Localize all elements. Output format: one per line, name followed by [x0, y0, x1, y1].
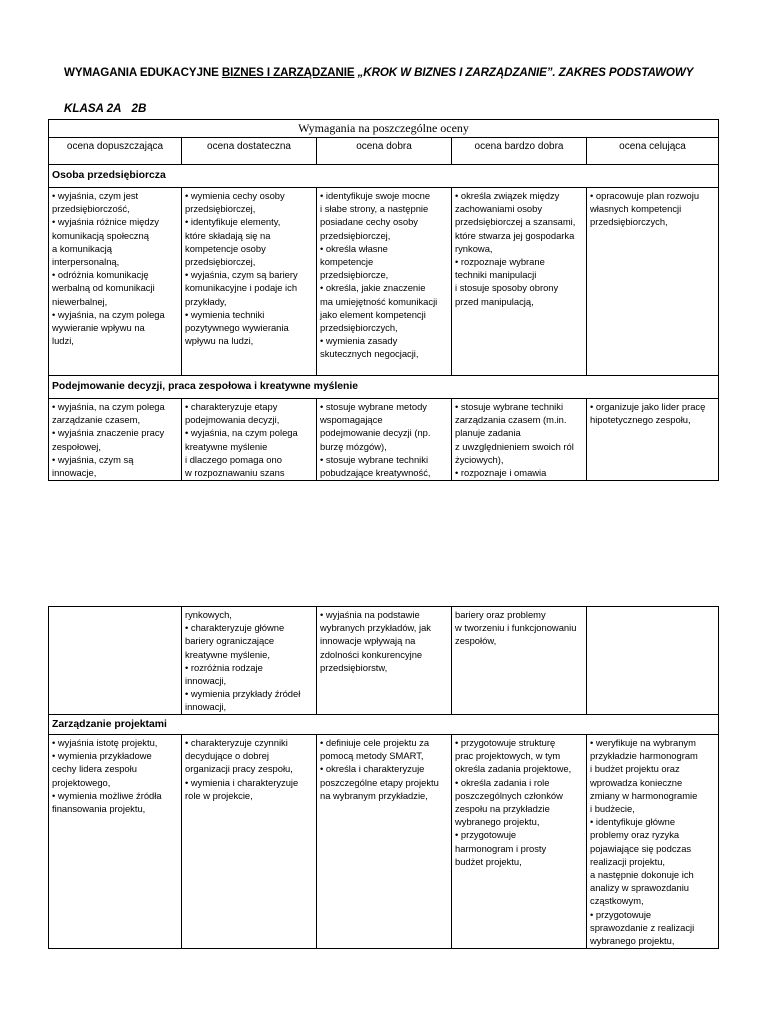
cell-dopuszczajaca [49, 735, 182, 949]
cell-text-line: zespołu na przykładzie [455, 803, 550, 815]
cell-text-line: posiadane cechy osoby [320, 216, 418, 228]
cell-text-line: interpersonalną, [52, 256, 120, 268]
cell-text-line: • charakteryzuje etapy [185, 401, 278, 412]
cell-dostateczna [182, 607, 317, 715]
cell-text-line: kreatywne myślenie [185, 440, 268, 452]
cell-bardzo-dobra [452, 399, 587, 481]
cell-text-line: burzę mózgów), [320, 440, 387, 452]
cell-celujaca [587, 188, 719, 376]
cell-text-line: rynkowych, [185, 609, 232, 620]
cell-text-line: wybranego projektu, [455, 816, 540, 828]
cell-text-line: • stosuje wybrane techniki [320, 453, 429, 465]
cell-text-line: zarządzania czasem (m.in. [455, 414, 567, 426]
cell-text-line: kreatywne myślenie, [185, 648, 270, 660]
cell-text-line: pomocą metody SMART, [320, 750, 424, 762]
cell-text-line: w tworzeniu i funkcjonowaniu [455, 622, 577, 634]
cell-text-line: bariery oraz problemy [455, 609, 546, 620]
cell-text-line: innowacje, [52, 467, 97, 479]
cell-text-line: komunikacyjne i podaje ich [185, 282, 298, 294]
section-title: Podejmowanie decyzji, praca zespołowa i kreatywne myślenie [49, 376, 719, 399]
cell-text-line: zarządzanie czasem, [52, 414, 141, 426]
cell-text-line: przykłady, [185, 295, 227, 307]
cell-dobra [317, 735, 452, 949]
cell-text-line: które stwarza jej gospodarka [455, 229, 575, 241]
cell-dopuszczajaca [49, 399, 182, 481]
cell-text-line: • identyfikuje główne [590, 816, 676, 828]
column-header-bardzo-dobra: ocena bardzo dobra [452, 138, 587, 165]
cell-text-line: budżet projektu, [455, 855, 522, 867]
cell-text-line: • wymienia zasady [320, 335, 398, 347]
cell-text-line: • wyjaśnia, czym są [52, 453, 134, 465]
cell-text-line: realizacji projektu, [590, 855, 666, 867]
cell-text-line: a komunikacją [52, 242, 112, 254]
cell-text-line: rynkowa, [455, 242, 493, 254]
cell-text-line: zachowaniami osoby [455, 203, 543, 215]
requirements-table-page-2 [48, 606, 719, 949]
table-row [49, 607, 719, 715]
cell-text-line: • określa własne [320, 242, 388, 254]
column-header-dostateczna: ocena dostateczna [182, 138, 317, 165]
cell-text-line: cząstkowym, [590, 895, 644, 907]
cell-text-line: w rozpoznawaniu szans [185, 467, 285, 479]
cell-text-line: • wymienia przykłady źródeł [185, 688, 301, 700]
cell-text-line: przedsiębiorczość, [52, 203, 130, 215]
cell-text-line: harmonogram i prosty [455, 842, 547, 854]
cell-text-line: życiowych), [455, 453, 504, 465]
section-title: Zarządzanie projektami [49, 715, 719, 735]
cell-text-line: • wymienia techniki [185, 308, 265, 320]
cell-text-line: • charakteryzuje główne [185, 622, 285, 634]
title-program: „KROK W BIZNES I ZARZĄDZANIE”. ZAKRES PODSTAWOWY [354, 66, 694, 79]
cell-dostateczna [182, 188, 317, 376]
cell-text-line: planuje zadania [455, 427, 521, 439]
table-row [49, 735, 719, 949]
cell-text-line: organizacji pracy zespołu, [185, 763, 293, 775]
cell-text-line: • odróżnia komunikację [52, 269, 149, 281]
cell-celujaca [587, 399, 719, 481]
cell-text-line: • wyjaśnia, na czym polega [52, 401, 165, 412]
section-row [49, 165, 719, 188]
cell-text-line: • określa związek między [455, 190, 560, 201]
cell-text-line: a następnie dokonuje ich [590, 869, 694, 881]
class-label [64, 102, 156, 115]
cell-text-line: werbalną od komunikacji [52, 282, 155, 294]
cell-text-line: ludzi, [52, 335, 74, 347]
cell-text-line: • wyjaśnia znaczenie pracy [52, 427, 165, 439]
cell-text-line: z uwzględnieniem swoich ról [455, 440, 574, 452]
table-row [49, 188, 719, 376]
title-subject: BIZNES I ZARZĄDZANIE [221, 66, 355, 79]
cell-text-line: i dlaczego pomaga ono [185, 453, 282, 465]
section-title: Osoba przedsiębiorcza [49, 165, 719, 188]
table-row [49, 399, 719, 481]
column-header-dopuszczajaca: ocena dopuszczająca [49, 138, 182, 165]
cell-text-line: • wyjaśnia, czym są bariery [185, 269, 298, 281]
cell-text-line: • rozróżnia rodzaje [185, 661, 263, 673]
cell-text-line: • wyjaśnia różnice między [52, 216, 159, 228]
column-header-dobra: ocena dobra [317, 138, 452, 165]
cell-text-line: • wyjaśnia, na czym polega [185, 427, 298, 439]
cell-dopuszczajaca [49, 607, 182, 715]
cell-text-line: i budżet projektu oraz [590, 763, 680, 775]
cell-text-line: • opracowuje plan rozwoju [590, 190, 700, 201]
cell-text-line: zmiany w harmonogramie [590, 789, 698, 801]
cell-text-line: • wymienia przykładowe [52, 750, 152, 762]
cell-text-line: zespołów, [455, 635, 497, 647]
cell-text-line: techniki manipulacji [455, 269, 537, 281]
cell-text-line: przedsiębiorczej, [320, 229, 391, 241]
cell-celujaca [587, 735, 719, 949]
class-label-1: KLASA 2A [64, 102, 122, 115]
column-headers-row [49, 138, 719, 165]
cell-text-line: decydujące o dobrej [185, 750, 269, 762]
cell-text-line: problemy oraz ryzyka [590, 829, 680, 841]
title-prefix: WYMAGANIA EDUKACYJNE [64, 66, 222, 79]
cell-text-line: • weryfikuje na wybranym [590, 737, 696, 748]
cell-text-line: i stosuje sposoby obrony [455, 282, 559, 294]
cell-text-line: przedsiębiorczej, [185, 203, 256, 215]
cell-text-line: • definiuje cele projektu za [320, 737, 430, 748]
cell-text-line: • wyjaśnia, na czym polega [52, 308, 165, 320]
cell-text-line: pobudzające kreatywność, [320, 467, 431, 479]
cell-text-line: wybranych przykładów, jak [320, 622, 431, 634]
cell-text-line: • rozpoznaje i omawia [455, 467, 547, 479]
cell-dobra [317, 188, 452, 376]
cell-text-line: analizy w sprawozdaniu [590, 882, 690, 894]
section-row [49, 715, 719, 735]
column-header-celujaca: ocena celująca [587, 138, 719, 165]
requirements-table-page-1 [48, 119, 719, 481]
cell-text-line: innowacji, [185, 701, 227, 713]
cell-text-line: podejmowania decyzji, [185, 414, 280, 426]
cell-text-line: cechy lidera zespołu [52, 763, 137, 775]
cell-text-line: • wymienia możliwe źródła [52, 789, 162, 801]
cell-text-line: jako element kompetencji [320, 308, 426, 320]
cell-dobra [317, 399, 452, 481]
cell-text-line: • przygotowuje [455, 829, 517, 841]
cell-text-line: hipotetycznego zespołu, [590, 414, 691, 426]
cell-text-line: wywieranie wpływu na [52, 322, 145, 334]
cell-text-line: przedsiębiorczych, [320, 322, 398, 334]
cell-text-line: • rozpoznaje wybrane [455, 256, 545, 268]
table-header-row [49, 120, 719, 138]
cell-text-line: sprawozdanie z realizacji [590, 921, 695, 933]
cell-text-line: innowacji, [185, 675, 227, 687]
cell-text-line: • identyfikuje elementy, [185, 216, 281, 228]
cell-text-line: wybranego projektu, [590, 935, 675, 947]
cell-text-line: • stosuje wybrane metody [320, 401, 427, 412]
cell-text-line: innowacje wpływają na [320, 635, 416, 647]
cell-text-line: skutecznych negocjacji, [320, 348, 419, 360]
cell-bardzo-dobra [452, 607, 587, 715]
cell-text-line: • identyfikuje swoje mocne [320, 190, 431, 201]
cell-celujaca [587, 607, 719, 715]
document-title [64, 66, 693, 79]
cell-text-line: wprowadza konieczne [590, 776, 683, 788]
cell-text-line: pojawiające się podczas [590, 842, 692, 854]
cell-text-line: przykładzie harmonogram [590, 750, 698, 762]
cell-dostateczna [182, 399, 317, 481]
cell-text-line: komunikacją społeczną [52, 229, 149, 241]
cell-text-line: podejmowanie decyzji (np. [320, 427, 431, 439]
cell-text-line: • określa i charakteryzuje [320, 763, 425, 775]
cell-text-line: które składają się na [185, 229, 271, 241]
cell-text-line: wpływu na ludzi, [185, 335, 254, 347]
cell-text-line: i budżecie, [590, 803, 635, 815]
cell-text-line: • wyjaśnia istotę projektu, [52, 737, 158, 748]
section-row [49, 376, 719, 399]
cell-dopuszczajaca [49, 188, 182, 376]
cell-text-line: na wybranym przykładzie, [320, 789, 428, 801]
cell-text-line: zdolności konkurencyjne [320, 648, 423, 660]
cell-text-line: ma umiejętność komunikacji [320, 295, 438, 307]
cell-text-line: prac projektowych, w tym [455, 750, 561, 762]
cell-text-line: pozytywnego wywierania [185, 322, 289, 334]
cell-text-line: przedsiębiorczych, [590, 216, 668, 228]
cell-text-line: wspomagające [320, 414, 383, 426]
cell-text-line: niewerbalnej, [52, 295, 108, 307]
cell-text-line: bariery ograniczające [185, 635, 275, 647]
cell-bardzo-dobra [452, 188, 587, 376]
class-label-2: 2B [131, 102, 147, 115]
cell-text-line: • określa zadania i role [455, 776, 550, 788]
cell-text-line: poszczególnych członków [455, 789, 563, 801]
cell-text-line: określa zadania projektowe, [455, 763, 572, 775]
cell-text-line: przed manipulacją, [455, 295, 534, 307]
cell-text-line: przedsiębiorczej a szansami, [455, 216, 576, 228]
cell-text-line: własnych kompetencji [590, 203, 682, 215]
table-header-title: Wymagania na poszczególne oceny [49, 120, 719, 138]
cell-text-line: • przygotowuje [590, 908, 652, 920]
cell-text-line: • wymienia i charakteryzuje [185, 776, 299, 788]
cell-text-line: zespołowej, [52, 440, 101, 452]
cell-text-line: finansowania projektu, [52, 803, 146, 815]
cell-text-line: poszczególne etapy projektu [320, 776, 439, 788]
cell-text-line: • wyjaśnia na podstawie [320, 609, 420, 620]
cell-text-line: i słabe strony, a następnie [320, 203, 429, 215]
cell-dostateczna [182, 735, 317, 949]
cell-text-line: • wymienia cechy osoby [185, 190, 285, 201]
cell-text-line: • przygotowuje strukturę [455, 737, 556, 748]
cell-text-line: • stosuje wybrane techniki [455, 401, 564, 412]
cell-text-line: przedsiębiorcze, [320, 269, 389, 281]
cell-text-line: • organizuje jako lider pracę [590, 401, 706, 412]
cell-bardzo-dobra [452, 735, 587, 949]
cell-text-line: kompetencje osoby [185, 242, 266, 254]
cell-text-line: kompetencje [320, 256, 374, 268]
cell-text-line: • charakteryzuje czynniki [185, 737, 288, 748]
cell-dobra [317, 607, 452, 715]
cell-text-line: role w projekcie, [185, 789, 253, 801]
cell-text-line: • określa, jakie znaczenie [320, 282, 426, 294]
cell-text-line: przedsiębiorstw, [320, 661, 388, 673]
cell-text-line: • wyjaśnia, czym jest [52, 190, 139, 201]
cell-text-line: przedsiębiorczej, [185, 256, 256, 268]
cell-text-line: projektowego, [52, 776, 111, 788]
